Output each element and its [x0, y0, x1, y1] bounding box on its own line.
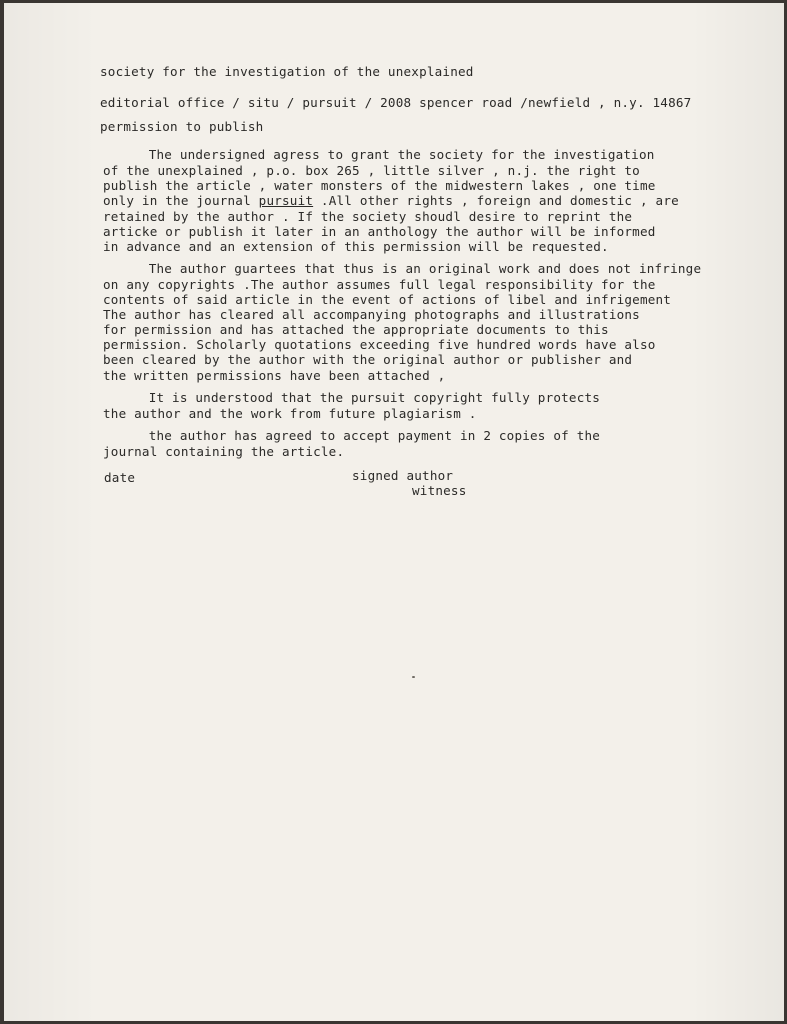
paper-speck — [412, 676, 415, 678]
text-line: It is understood that the pursuit copyright fully protects — [102, 390, 601, 405]
text-line: for permission and has attached the appropriate documents to this — [103, 322, 609, 337]
text-line: The author has cleared all accompanying photographs and illustrations — [103, 307, 640, 322]
text-line: retained by the author . If the society shoudl desire to reprint the — [103, 209, 633, 224]
text-segment: .All other rights , foreign and domestic , are — [313, 193, 679, 208]
text-line: journal containing the article. — [103, 444, 345, 459]
document-page — [4, 3, 784, 1021]
document-title: permission to publish — [100, 119, 264, 134]
witness-label: witness — [412, 483, 467, 498]
text-line: contents of said article in the event of actions of libel and infrigement — [103, 292, 672, 307]
text-line: The undersigned agress to grant the society for the investigation — [102, 147, 655, 162]
text-line: permission. Scholarly quotations exceeding five hundred words have also — [103, 337, 656, 352]
text-line: the author has agreed to accept payment in 2 copies of the — [102, 428, 601, 443]
signed-author-label: signed author — [352, 468, 454, 483]
text-line: publish the article , water monsters of the midwestern lakes , one time — [103, 178, 656, 193]
date-label: date — [104, 470, 136, 485]
text-line: on any copyrights .The author assumes full legal responsibility for the — [103, 277, 656, 292]
text-line: articke or publish it later in an anthology the author will be informed — [103, 224, 656, 239]
text-line: been cleared by the author with the original author or publisher and — [103, 352, 633, 367]
journal-name-underlined: pursuit — [258, 193, 314, 208]
text-line: the author and the work from future plagiarism . — [103, 406, 477, 421]
text-line: The author guartees that thus is an original work and does not infringe — [102, 261, 702, 276]
text-segment: only in the journal — [103, 193, 259, 208]
editorial-office-address: editorial office / situ / pursuit / 2008 spencer road /newfield , n.y. 14867 — [100, 95, 692, 110]
text-line: the written permissions have been attached , — [103, 368, 446, 383]
text-line — [103, 193, 679, 208]
society-name: society for the investigation of the unexplained — [100, 64, 474, 79]
text-line: of the unexplained , p.o. box 265 , little silver , n.j. the right to — [103, 163, 640, 178]
text-line: in advance and an extension of this permission will be requested. — [103, 239, 609, 254]
